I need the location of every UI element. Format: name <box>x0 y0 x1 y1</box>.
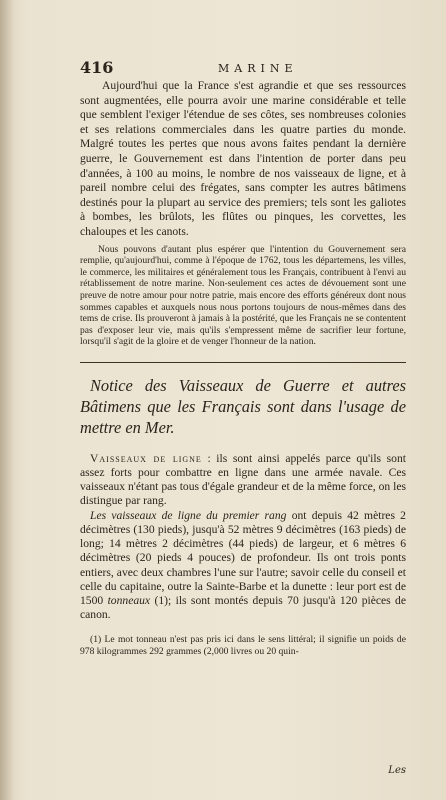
intro-paragraph: Aujourd'hui que la France s'est agrandie et que ses ressources sont augmentées, elle pourra avoir une marine considérable et telle que semblent l'exiger l'étendue de ses côtes, ses nombreuses colonies et ses relations commerciales dans les quatre parties du monde. Malgré toutes les pertes que nous avons faites pendant la dernière guerre, le Gouvernement est dans l'intention de porter dans peu d'années, à 100 au moins, le nombre de nos vaisseaux de ligne, et à pareil nombre celui des frégates, sans compter les autres bâtimens destinés pour la plupart au service des premiers; tels sont les galiotes à bombes, les brûlots, les flûtes ou pinques, les corvettes, les chaloupes et les canots. <box>80 79 406 238</box>
vaisseaux-text: : ils sont ainsi appelés parce qu'ils sont assez forts pour combattre en ligne dans une armée navale. Ces vaisseaux n'étant pas tous d'égale grandeur et de la même force, on les distingue par rang. <box>80 451 406 508</box>
gutter-shadow <box>0 0 14 800</box>
premier-rang-italic: tonneaux <box>107 593 151 607</box>
footnote: (1) Le mot tonneau n'est pas pris ici dans le sens littéral; il signifie un poids de 978 kilogrammes 292 grammes (2,000 livres ou 20 quin- <box>80 634 406 657</box>
vaisseaux-paragraph <box>80 452 406 509</box>
page-header <box>80 58 408 78</box>
premier-rang-paragraph <box>80 509 406 623</box>
premier-rang-text-before: ont depuis 42 mètres 2 décimètres (130 pieds), jusqu'à 52 mètres 9 décimètres (163 pieds) de long; 14 mètres 2 décimètres (44 pieds) de largeur, et 6 mètres 6 décimètres (20 pieds 4 pouces) de profondeur. Ils ont trois ponts entiers, avec deux chambres l'une sur l'autre; savoir celle du conseil et celle du capitaine, outre la Sainte-Barbe et la dunette : leur port est de 1500 <box>80 508 406 607</box>
premier-rang-text-after: (1); ils sont montés depuis 70 jusqu'à 120 pièces de canon. <box>80 593 406 622</box>
section-rule <box>80 362 406 363</box>
section-heading: Notice des Vaisseaux de Guerre et autres Bâtimens que les Français sont dans l'usage de mettre en Mer. <box>80 375 406 437</box>
running-title: MARINE <box>218 62 298 75</box>
catchword: Les <box>388 765 406 776</box>
vaisseaux-lead: Vaisseaux de ligne <box>90 451 202 465</box>
page-body <box>80 79 406 658</box>
page-number: 416 <box>80 58 114 77</box>
premier-rang-lead: Les vaisseaux de ligne du premier rang <box>90 508 287 522</box>
small-paragraph: Nous pouvons d'autant plus espérer que l'intention du Gouvernement sera remplie, qu'aujourd'hui, comme à l'époque de 1762, tous les départemens, les villes, le commerce, les militaires et généralement tous les Français, contribuent à l'envi au rétablissement de notre marine. Non-seulement ces actes de dévouement sont une preuve de notre amour pour notre patrie, mais encore des efforts généreux dont nous sommes capables et auxquels nous nous portons toujours de nous-mêmes dans des tems de crise. Ils prouveront à jamais à la postérité, que les Français ne se contentent pas d'exposer leur vie, mais qu'ils s'empressent même de sacrifier leur fortune, lorsqu'il s'agit de la gloire et de venger l'honneur de la nation. <box>80 243 406 348</box>
